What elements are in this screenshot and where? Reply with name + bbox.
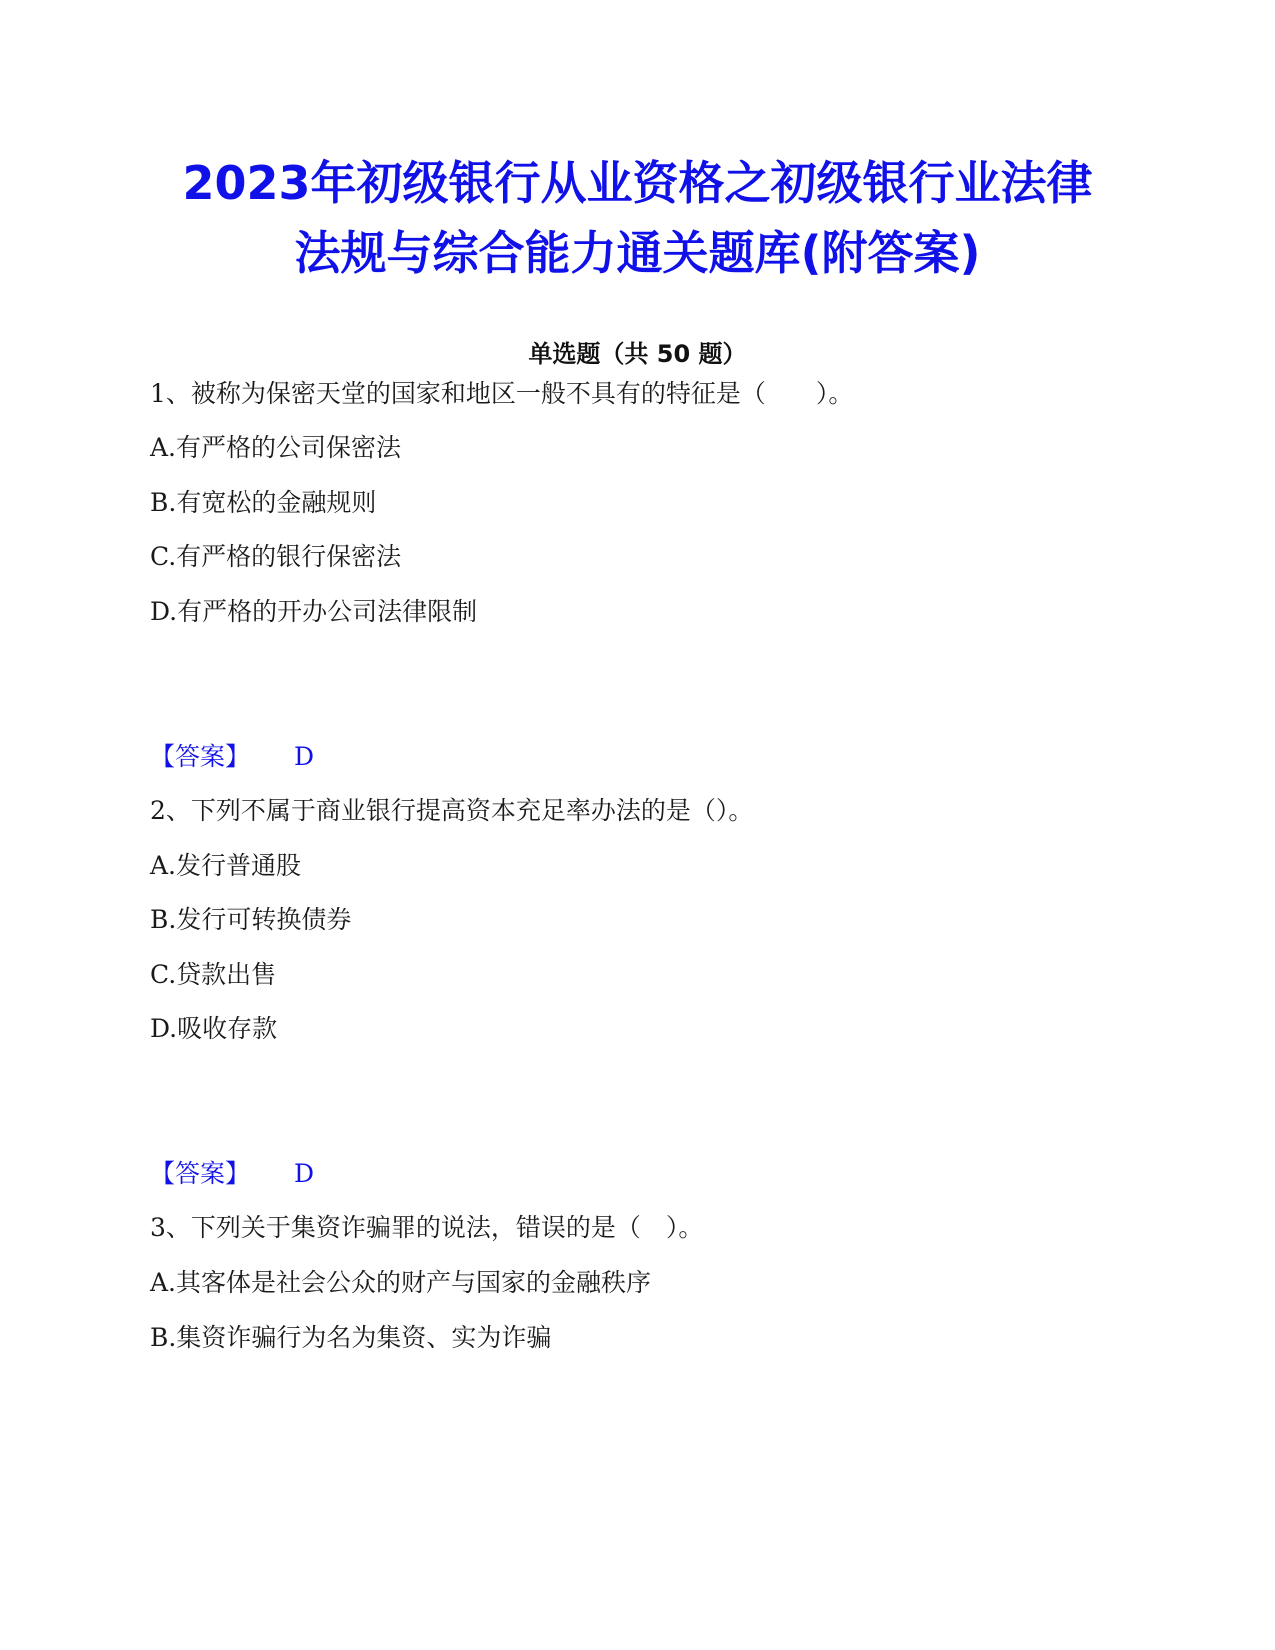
- question-1-option-b: B.有宽松的金融规则: [150, 488, 377, 517]
- answer-value: D: [294, 742, 315, 771]
- question-2-option-a: A.发行普通股: [150, 851, 302, 880]
- question-3-stem: 3、下列关于集资诈骗罪的说法，错误的是（ ）。: [150, 1213, 704, 1242]
- question-1-option-c: C.有严格的银行保密法: [150, 542, 402, 571]
- document-title-line-2: 法规与综合能力通关题库(附答案): [294, 226, 981, 280]
- question-1-stem: 1、被称为保密天堂的国家和地区一般不具有的特征是（ ）。: [150, 379, 854, 408]
- question-2-answer: [150, 1156, 314, 1192]
- question-1-option-a: A.有严格的公司保密法: [150, 433, 402, 462]
- document-title-line-1: 2023年初级银行从业资格之初级银行业法律: [182, 156, 1093, 210]
- question-2-option-c: C.贷款出售: [150, 960, 277, 989]
- question-2-stem: 2、下列不属于商业银行提高资本充足率办法的是（）。: [150, 796, 754, 825]
- question-3-option-b: B.集资诈骗行为名为集资、实为诈骗: [150, 1323, 552, 1352]
- question-1-option-d: D.有严格的开办公司法律限制: [150, 597, 478, 626]
- answer-value: D: [294, 1159, 315, 1188]
- section-heading: 单选题（共 50 题）: [528, 340, 747, 368]
- question-2-option-b: B.发行可转换债券: [150, 905, 352, 934]
- question-2-option-d: D.吸收存款: [150, 1014, 278, 1043]
- answer-label: 【答案】: [150, 1159, 251, 1188]
- question-1-answer: [150, 739, 314, 775]
- answer-label: 【答案】: [150, 742, 251, 771]
- question-3-option-a: A.其客体是社会公众的财产与国家的金融秩序: [150, 1268, 652, 1297]
